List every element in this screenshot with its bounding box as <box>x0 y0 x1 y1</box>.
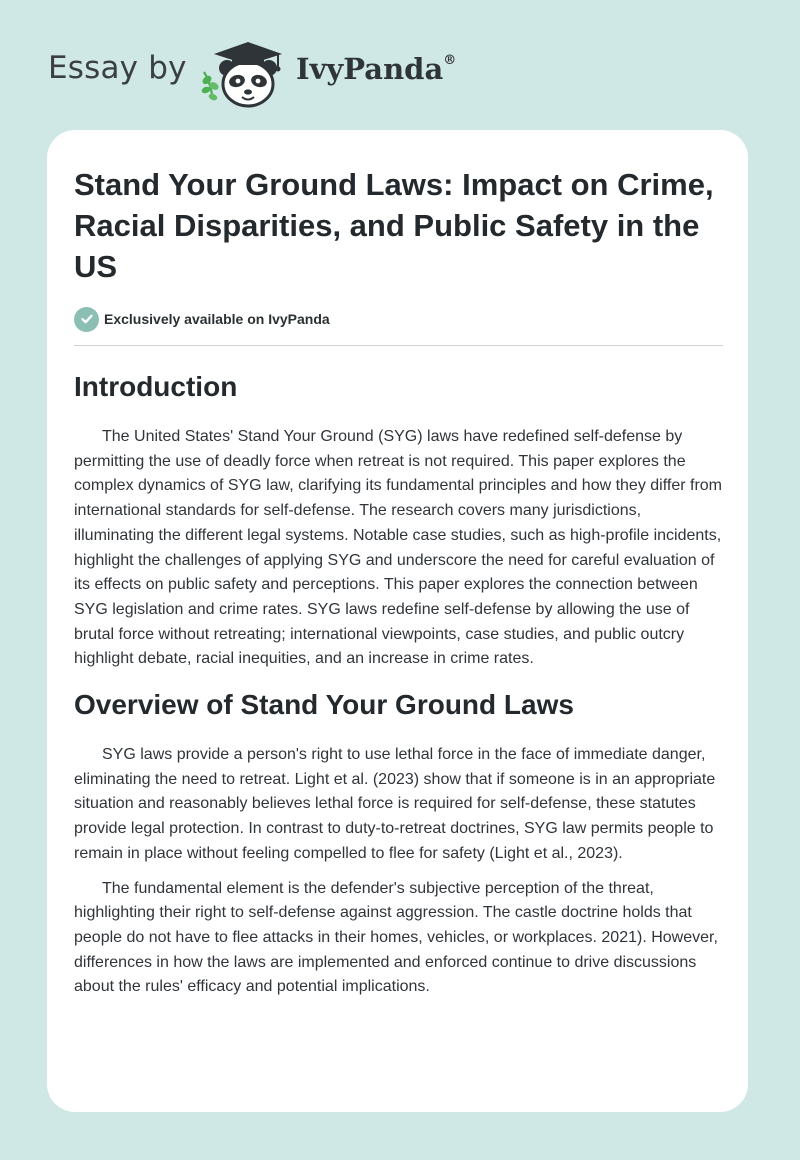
checkmark-icon <box>74 307 99 332</box>
essay-title: Stand Your Ground Laws: Impact on Crime, Racial Disparities, and Public Safety in the US <box>74 167 714 284</box>
panda-graduate-icon[interactable] <box>198 34 294 108</box>
section-heading-introduction: Introduction <box>74 371 238 402</box>
trademark-symbol: ® <box>443 53 457 69</box>
essay-by-label: Essay by <box>48 50 187 86</box>
paragraph-introduction: The United States' Stand Your Ground (SYG) laws have redefined self-defense by permitting the use of deadly force when retreat is not required. This paper explores the complex dynamics of SYG law, clarifying its fundamental principles and how they differ from international standards for self-defense. The research covers many jurisdictions, illuminating the different legal systems. Notable case studies, such as high-profile incidents, highlight the challenges of applying SYG and underscore the need for careful evaluation of its effects on public safety and perceptions. This paper explores the connection between SYG legislation and crime rates. SYG laws redefine self-defense by allowing the use of brutal force without retreating; international viewpoints, case studies, and public outcry highlight debate, racial inequities, and an increase in crime rates. <box>74 428 722 668</box>
section-heading-overview: Overview of Stand Your Ground Laws <box>74 689 574 721</box>
site-header <box>0 0 800 130</box>
paragraph-overview-1: SYG laws provide a person's right to use lethal force in the face of immediate danger, eliminating the need to retreat. Light et al. (2023) show that if someone is in an appropriate situation and reasonably believes lethal force is required for self-defense, these statutes provide legal protection. In contrast to duty-to-retreat doctrines, SYG law permits people to remain in place without feeling compelled to flee for safety (Light et al., 2023). <box>74 746 716 862</box>
essay-card <box>47 130 748 1112</box>
paragraph-overview-2: The fundamental element is the defender's subjective perception of the threat, highlighting their right to self-defense against aggression. The castle doctrine holds that people do not have to flee attacks in their homes, vehicles, or workplaces. 2021). However, differences in how the laws are implemented and enforced continue to drive discussions about the rules' efficacy and potential implications. <box>74 879 718 996</box>
exclusive-badge <box>74 306 330 332</box>
brand-name[interactable]: IvyPanda® <box>296 52 457 86</box>
exclusive-badge-text: Exclusively available on IvyPanda <box>104 311 330 327</box>
divider <box>74 345 723 346</box>
essay-body <box>74 362 723 1000</box>
